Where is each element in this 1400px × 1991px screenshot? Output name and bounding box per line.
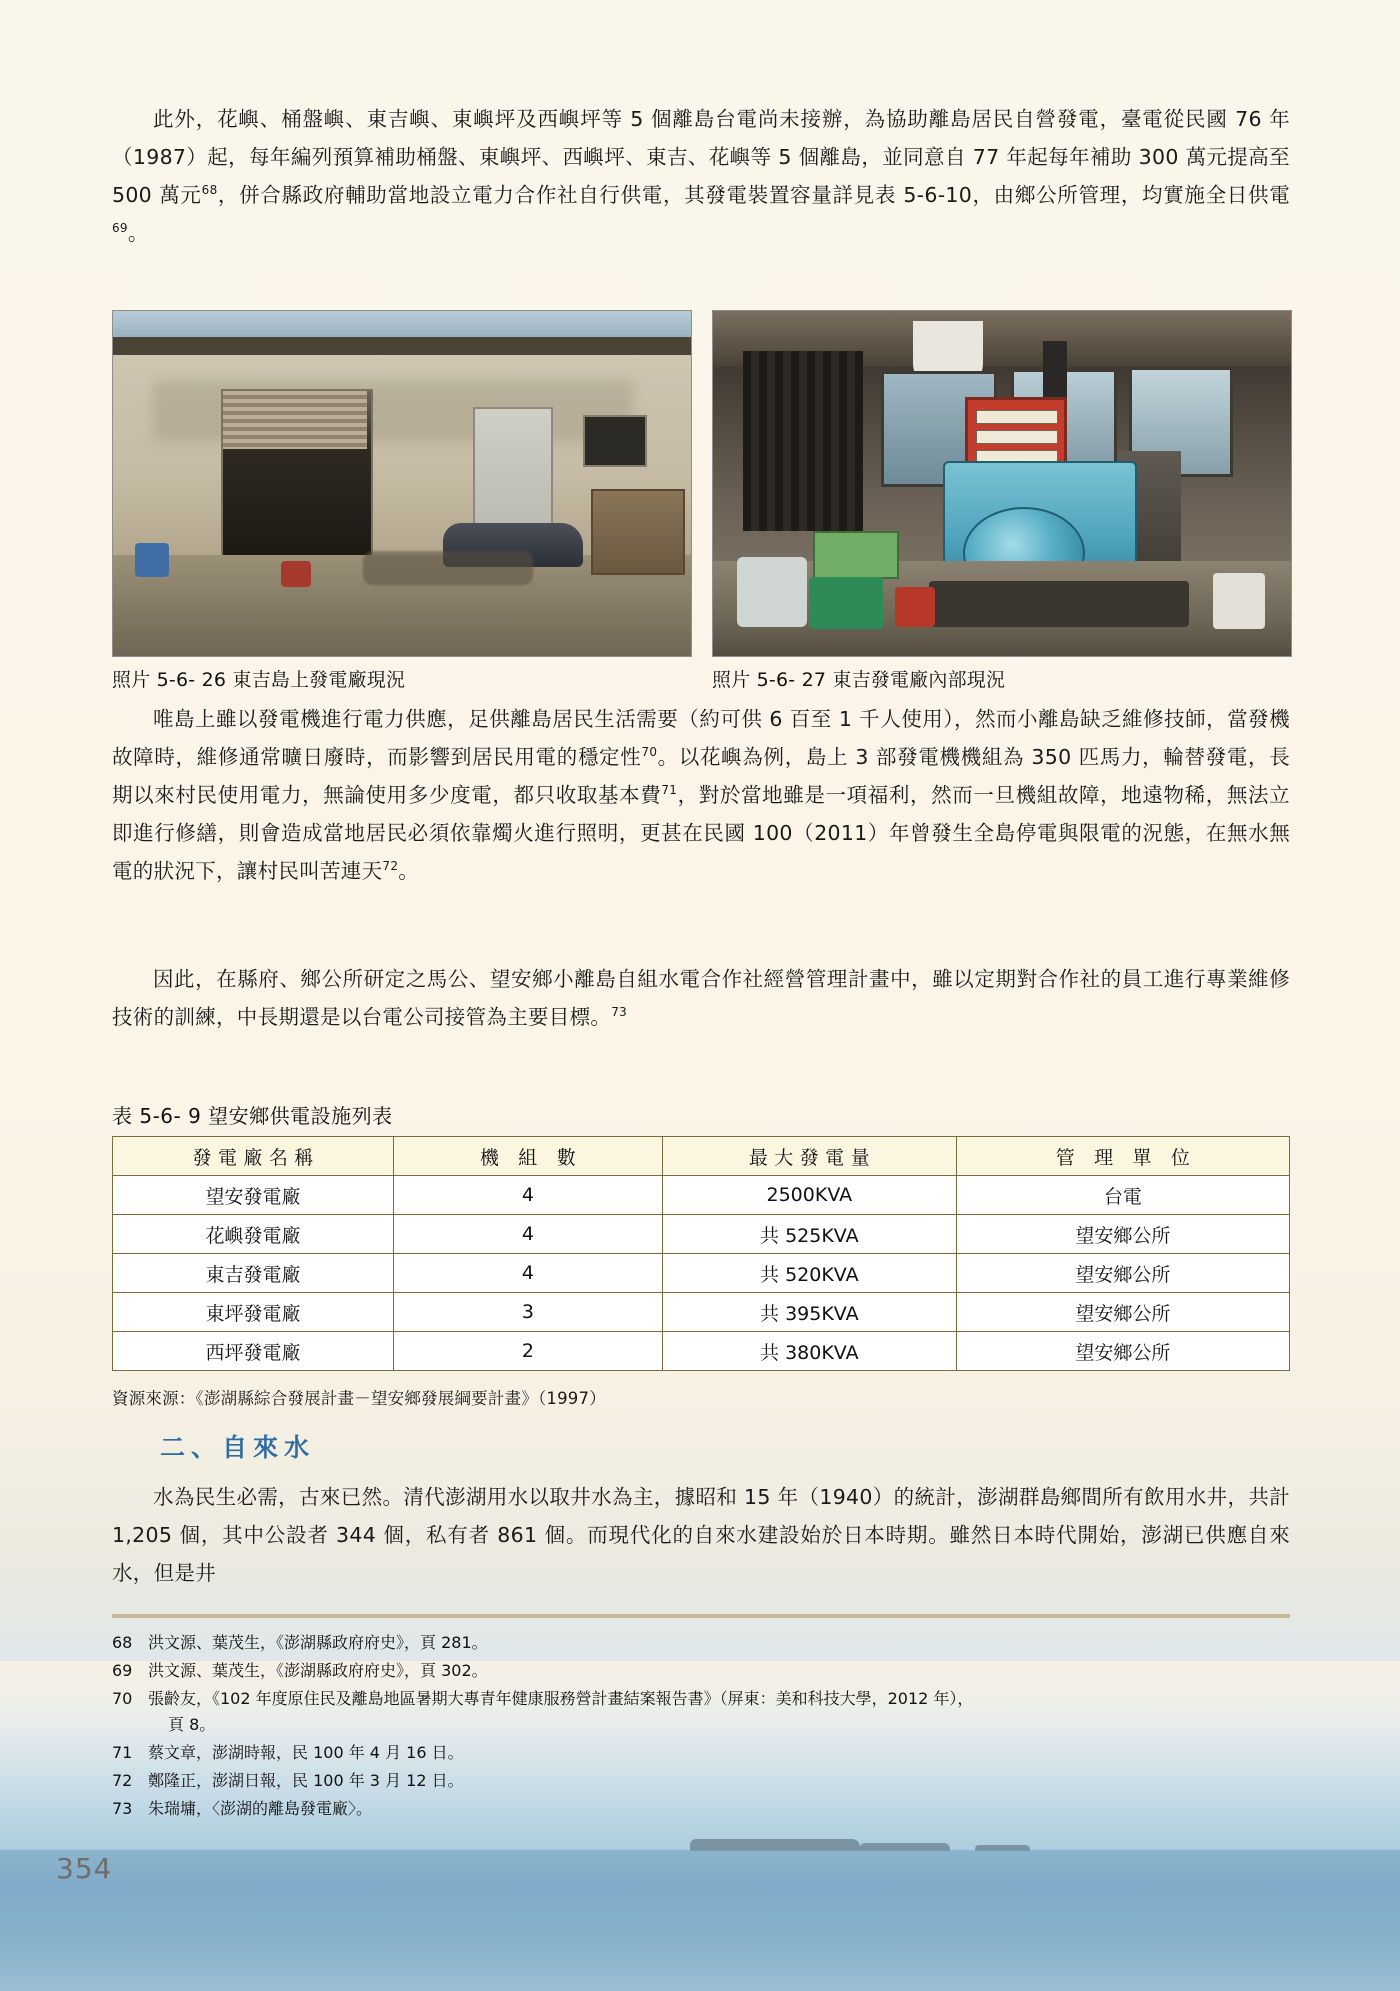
cell-max-output: 2500KVA xyxy=(662,1176,956,1215)
table-row xyxy=(113,1254,1290,1293)
blue-bucket xyxy=(135,543,169,577)
cell-unit-count: 4 xyxy=(394,1176,663,1215)
photo-row xyxy=(112,310,1290,692)
table-row xyxy=(113,1215,1290,1254)
red-bucket xyxy=(281,561,311,587)
paragraph-intro xyxy=(112,100,1290,252)
hanging-hoses xyxy=(743,351,863,531)
footnote-number: 71 xyxy=(112,1743,133,1762)
footnote-text: 洪文源、葉茂生，《澎湖縣政府府史》，頁 302。 xyxy=(148,1661,488,1680)
generator-base xyxy=(929,581,1189,627)
cell-plant-name: 東吉發電廠 xyxy=(113,1254,394,1293)
cell-managing-unit: 台電 xyxy=(956,1176,1289,1215)
paragraph-two-text-c: ，對於當地雖是一項福利，然而一旦機組故障，地遠物稀，無法立即進行修繕，則會造成當地居民必須依靠燭火進行照明，更甚在民國 100（2011）年曾發生全島停電與限電的況態，在無水無電的狀況下，讓村民叫苦連天 xyxy=(112,783,1290,883)
footnote-text-wrap xyxy=(148,1686,1302,1738)
paragraph-three-block xyxy=(112,960,1290,1040)
footnote-ref-69: 69 xyxy=(112,221,128,236)
paragraph-three xyxy=(112,960,1290,1036)
table-header-max-output: 最 大 發 電 量 xyxy=(662,1137,956,1176)
footnote-ref-71: 71 xyxy=(661,783,678,798)
cell-max-output: 共 395KVA xyxy=(662,1293,956,1332)
footnote-item xyxy=(112,1768,1302,1794)
cell-max-output: 共 520KVA xyxy=(662,1254,956,1293)
paragraph-two-text-b: 。以花嶼為例，島上 3 部發電機機組為 350 匹馬力，輪替發電，長期以來村民使用電力，無論使用多少度電，都只收取基本費 xyxy=(112,745,1290,807)
paragraph-four-block xyxy=(112,1478,1290,1596)
footnote-ref-73: 73 xyxy=(611,1005,628,1020)
paragraph-intro-text-3: 。 xyxy=(127,221,149,245)
footnote-item xyxy=(112,1740,1302,1766)
paragraph-two-text-d: 。 xyxy=(398,859,420,883)
cell-unit-count: 4 xyxy=(394,1215,663,1254)
green-basket xyxy=(809,577,883,629)
footnote-number: 73 xyxy=(112,1799,133,1818)
paragraph-two-block xyxy=(112,700,1290,894)
footnote-item xyxy=(112,1686,1302,1738)
section-heading-tap-water: 二、自來水 xyxy=(160,1433,316,1462)
cell-managing-unit: 望安鄉公所 xyxy=(956,1293,1289,1332)
wooden-crate xyxy=(591,489,685,575)
footnote-item xyxy=(112,1796,1302,1822)
paragraph-two xyxy=(112,700,1290,890)
footnote-number: 69 xyxy=(112,1661,133,1680)
footnote-list xyxy=(112,1630,1302,1824)
table-header-plant-name: 發 電 廠 名 稱 xyxy=(113,1137,394,1176)
roller-shutter xyxy=(223,391,367,449)
table-row xyxy=(113,1176,1290,1215)
table-header-managing-unit: 管 理 單 位 xyxy=(956,1137,1289,1176)
paragraph-intro-text-2: ，併合縣政府輔助當地設立電力合作社自行供電，其發電裝置容量詳見表 5-6-10，由鄉公所管理，均實施全日供電 xyxy=(217,183,1290,207)
footnote-text: 洪文源、葉茂生，《澎湖縣政府府史》，頁 281。 xyxy=(148,1633,488,1652)
cell-plant-name: 花嶼發電廠 xyxy=(113,1215,394,1254)
table-head xyxy=(113,1137,1290,1176)
paragraph-intro-block xyxy=(112,100,1290,256)
table-row xyxy=(113,1332,1290,1371)
cell-max-output: 共 380KVA xyxy=(662,1332,956,1371)
ground-debris xyxy=(363,551,533,585)
footnote-number: 68 xyxy=(112,1633,133,1652)
footnote-text: 蔡文章，澎湖時報，民 100 年 4 月 16 日。 xyxy=(148,1743,464,1762)
footnote-item xyxy=(112,1630,1302,1656)
wall-window xyxy=(583,415,647,467)
table-header-unit-count: 機 組 數 xyxy=(394,1137,663,1176)
table-row xyxy=(113,1293,1290,1332)
table-header-row xyxy=(113,1137,1290,1176)
table-body xyxy=(113,1176,1290,1371)
footnote-number: 70 xyxy=(112,1689,133,1708)
cell-managing-unit: 望安鄉公所 xyxy=(956,1215,1289,1254)
photo-caption-left: 照片 5-6- 26 東吉島上發電廠現況 xyxy=(112,669,406,691)
cell-unit-count: 3 xyxy=(394,1293,663,1332)
footnote-text: 鄭隆正，澎湖日報，民 100 年 3 月 12 日。 xyxy=(148,1771,464,1790)
paragraph-four: 水為民生必需，古來已然。清代澎湖用水以取井水為主，據昭和 15 年（1940）的統計，澎湖群島鄉間所有飲用水井，共計 1,205 個，其中公設者 344 個，私有者 861 個。而現代化的自來水建設始於日本時期。雖然日本時代開始，澎湖已供應自來水，但是井 xyxy=(112,1485,1290,1585)
cell-plant-name: 西坪發電廠 xyxy=(113,1332,394,1371)
power-facility-table xyxy=(112,1136,1290,1371)
cell-max-output: 共 525KVA xyxy=(662,1215,956,1254)
photo-dongji-power-plant-exterior xyxy=(112,310,692,657)
photo-caption-right: 照片 5-6- 27 東吉發電廠內部現況 xyxy=(712,669,1006,691)
cell-unit-count: 4 xyxy=(394,1254,663,1293)
control-panel-gauge-row xyxy=(976,410,1058,424)
table-title: 表 5-6- 9 望安鄉供電設施列表 xyxy=(112,1104,393,1128)
cell-plant-name: 望安發電廠 xyxy=(113,1176,394,1215)
footnote-ref-68: 68 xyxy=(201,183,218,198)
footnote-text: 張齡友，《102 年度原住民及離島地區暑期大專青年健康服務營計畫結案報告書》（屏東：美和科技大學，2012 年）， xyxy=(148,1689,974,1708)
paragraph-three-text: 因此，在縣府、鄉公所研定之馬公、望安鄉小離島自組水電合作社經營管理計畫中，雖以定期對合作社的員工進行專業維修技術的訓練，中長期還是以台電公司接管為主要目標。 xyxy=(112,967,1290,1029)
footnote-text: 朱瑞墉，〈澎湖的離島發電廠〉。 xyxy=(148,1799,373,1818)
green-crate xyxy=(813,531,899,579)
control-panel-gauge-row xyxy=(976,430,1058,444)
red-container xyxy=(895,587,935,627)
table-source-note: 資源來源：《澎湖縣綜合發展計畫－望安鄉發展綱要計畫》（1997） xyxy=(112,1389,606,1408)
footnote-ref-70: 70 xyxy=(641,745,658,760)
white-container xyxy=(1213,573,1265,629)
footnote-separator xyxy=(112,1614,1290,1618)
footnote-ref-72: 72 xyxy=(382,859,399,874)
photo-cell-right xyxy=(712,310,1290,692)
sky-region xyxy=(113,311,691,339)
footnote-text-continued: 頁 8。 xyxy=(168,1715,216,1734)
cell-managing-unit: 望安鄉公所 xyxy=(956,1332,1289,1371)
cell-unit-count: 2 xyxy=(394,1332,663,1371)
cell-plant-name: 東坪發電廠 xyxy=(113,1293,394,1332)
photo-cell-left xyxy=(112,310,690,692)
page-number: 354 xyxy=(56,1852,113,1885)
footnote-number: 72 xyxy=(112,1771,133,1790)
paragraph-intro-text: 此外，花嶼、桶盤嶼、東吉嶼、東嶼坪及西嶼坪等 5 個離島台電尚未接辦，為協助離島居民自營發電，臺電從民國 76 年（1987）起，每年編列預算補助桶盤、東嶼坪、西嶼坪、東吉、花嶼等 5 個離島，並同意自 77 年起每年補助 300 萬元提高至 500 萬元 xyxy=(112,107,1290,207)
roof-edge xyxy=(113,337,691,355)
waste-bag xyxy=(737,557,807,627)
footnote-item xyxy=(112,1658,1302,1684)
cell-managing-unit: 望安鄉公所 xyxy=(956,1254,1289,1293)
photo-dongji-power-plant-interior xyxy=(712,310,1292,657)
paragraph-two-text-a: 唯島上雖以發電機進行電力供應，足供離島居民生活需要（約可供 6 百至 1 千人使用），然而小離島缺乏維修技師，當發機故障時，維修通常曠日廢時，而影響到居民用電的穩定性 xyxy=(112,707,1290,769)
